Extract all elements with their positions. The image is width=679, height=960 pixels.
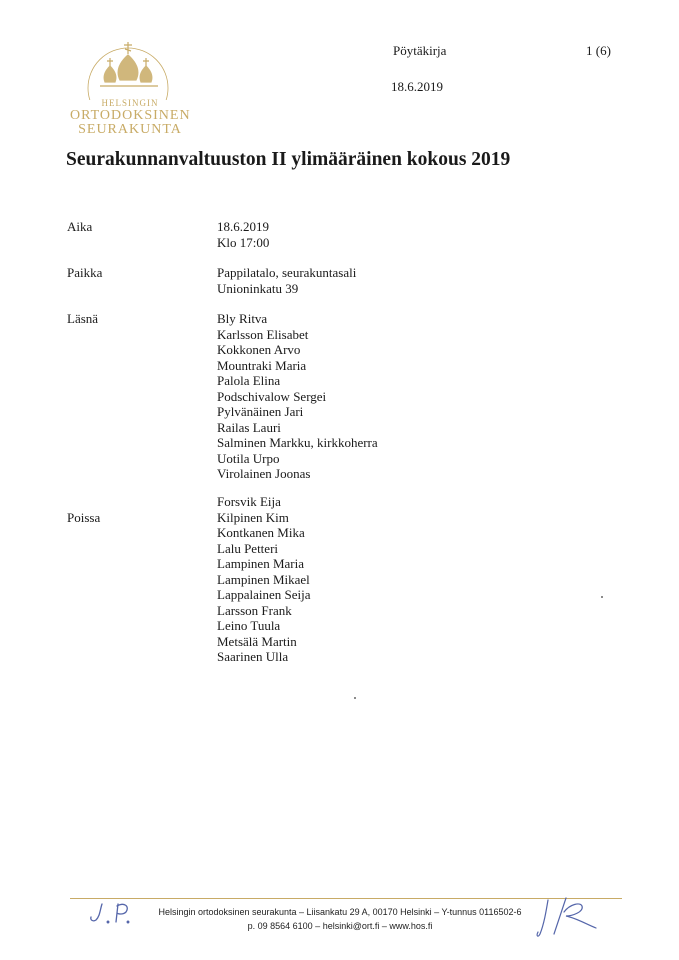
- present-list: [217, 311, 497, 482]
- list-item: Palola Elina: [217, 373, 281, 388]
- list-item: Metsälä Martin: [217, 633, 297, 649]
- initials-signature-right: [536, 894, 606, 944]
- list-item: Kontkanen Mika: [217, 525, 305, 540]
- list-item: Lappalainen Seija: [217, 587, 311, 602]
- document-type: Pöytäkirja: [393, 43, 447, 58]
- scan-speck: [354, 697, 356, 699]
- footer-contact: p. 09 8564 6100 – helsinki@ort.fi – www.hos.fi: [247, 921, 433, 931]
- label-aika: Aika: [67, 219, 93, 234]
- list-item: Kilpinen Kim: [217, 509, 289, 525]
- initials-signature-left: [86, 898, 136, 932]
- logo-line-2: ORTODOKSINEN: [70, 108, 191, 123]
- list-item: Virolainen Joonas: [217, 466, 311, 481]
- list-item: Podschivalow Sergei: [217, 388, 327, 404]
- list-item: Lampinen Maria: [217, 556, 304, 571]
- list-item: Railas Lauri: [217, 419, 281, 435]
- paikka-line-2: Unioninkatu 39: [217, 280, 299, 296]
- page-number: 1 (6): [586, 43, 611, 58]
- label-lasna: Läsnä: [67, 311, 99, 326]
- aika-time: Klo 17:00: [217, 234, 270, 250]
- list-item: Lalu Petteri: [217, 540, 279, 556]
- list-item: Bly Ritva: [217, 311, 268, 326]
- list-item: Karlsson Elisabet: [217, 326, 309, 342]
- parish-logo: [70, 28, 190, 138]
- paikka-line-1: Pappilatalo, seurakuntasali: [217, 265, 357, 280]
- list-item: Salminen Markku, kirkkoherra: [217, 435, 378, 450]
- list-item: Leino Tuula: [217, 618, 281, 633]
- list-item: Kokkonen Arvo: [217, 342, 301, 357]
- logo-line-1: HELSINGIN: [101, 98, 159, 108]
- value-aika: [217, 219, 497, 250]
- scan-speck: [601, 596, 603, 598]
- list-item: Saarinen Ulla: [217, 649, 289, 664]
- label-poissa: Poissa: [67, 510, 101, 525]
- logo-line-3: SEURAKUNTA: [78, 122, 182, 137]
- absent-list: [217, 494, 497, 665]
- list-item: Lampinen Mikael: [217, 571, 310, 587]
- list-item: Mountraki Maria: [217, 357, 307, 373]
- church-domes-icon: [70, 28, 190, 100]
- document-date: 18.6.2019: [391, 79, 443, 94]
- list-item: Uotila Urpo: [217, 450, 280, 466]
- list-item: Larsson Frank: [217, 602, 292, 618]
- list-item: Forsvik Eija: [217, 494, 281, 509]
- document-title: Seurakunnanvaltuuston II ylimääräinen kokous 2019: [66, 149, 511, 170]
- list-item: Pylvänäinen Jari: [217, 404, 304, 419]
- value-paikka: [217, 265, 497, 296]
- aika-date: 18.6.2019: [217, 219, 269, 234]
- label-paikka: Paikka: [67, 265, 103, 280]
- footer-address: Helsingin ortodoksinen seurakunta – Liisankatu 29 A, 00170 Helsinki – Y-tunnus 0116502-6: [158, 907, 522, 917]
